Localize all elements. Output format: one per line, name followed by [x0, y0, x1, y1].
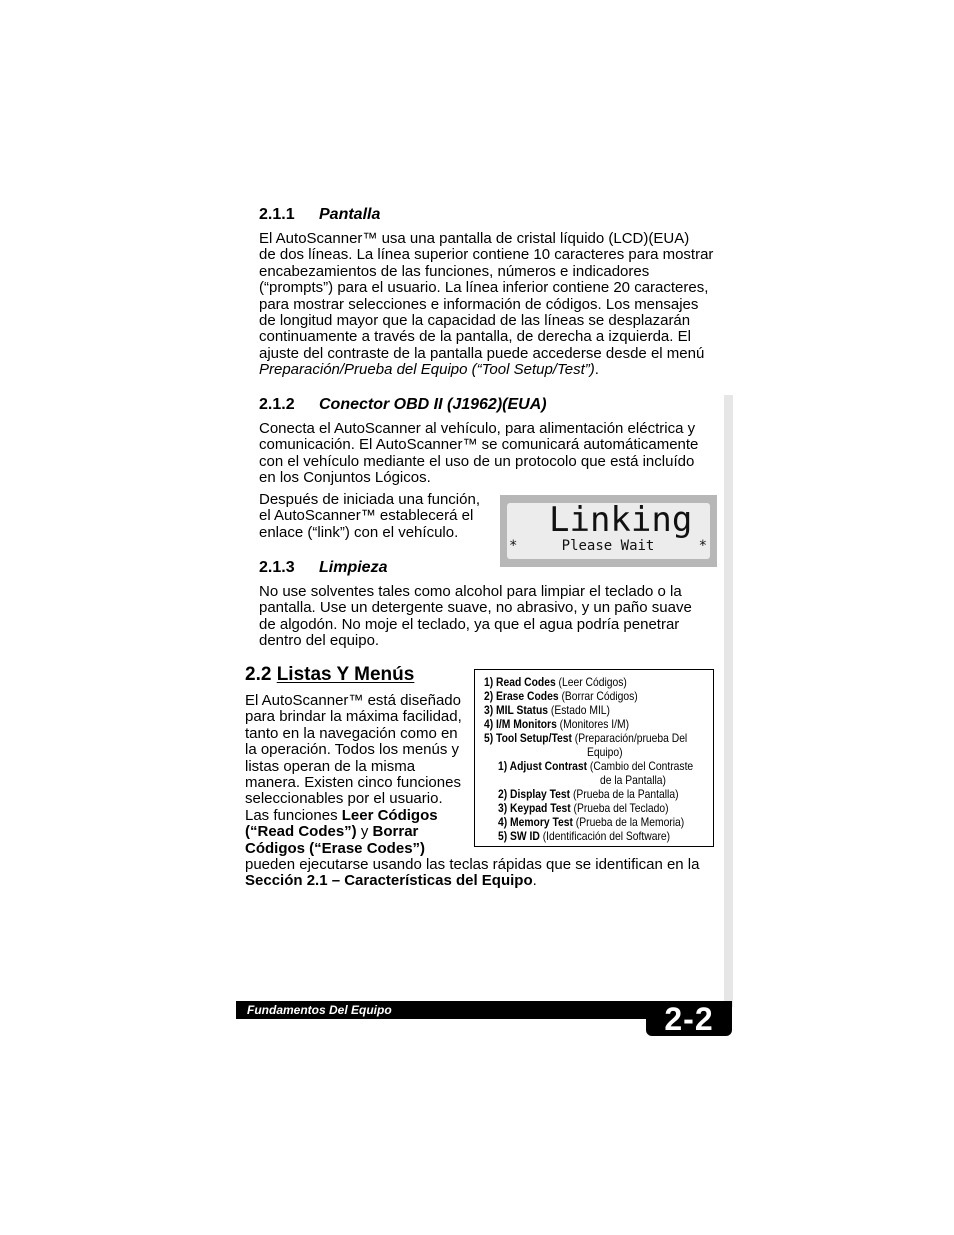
menu-desc: (Prueba del Teclado) — [570, 801, 669, 815]
menu-item-im-monitors — [484, 717, 629, 731]
text-line — [259, 362, 729, 378]
bold-text: (“Read Codes”) — [245, 823, 357, 841]
submenu-item-memory-test — [498, 815, 684, 829]
menu-label: 2) Display Test — [498, 787, 571, 801]
text-line: el AutoScanner™ establecerá el — [259, 507, 474, 525]
bold-text: Leer Códigos — [341, 806, 438, 824]
text-line: Después de iniciada una función, — [259, 491, 480, 508]
text-line: listas operan de la misma — [245, 757, 416, 775]
heading-number: 2.1.2 — [259, 396, 295, 413]
menu-item-tool-setup — [484, 731, 687, 745]
text-line: manera. Existen cinco funciones — [245, 774, 461, 792]
bold-text: Códigos (“Erase Codes”) — [245, 839, 426, 857]
text-line: tanto en la navegación como en — [245, 724, 458, 742]
text-line — [245, 873, 725, 889]
text-line: El AutoScanner™ está diseñado — [245, 692, 461, 709]
text-line: (“prompts”) para el usuario. La línea inferior contiene 20 caracteres, — [259, 279, 709, 297]
menu-desc: (Prueba de la Memoria) — [572, 815, 685, 829]
submenu-item-keypad-test — [498, 801, 669, 815]
lcd-star-icon: * — [509, 538, 518, 554]
lcd-star-icon: * — [698, 538, 707, 554]
text-line: seleccionables por el usuario. — [245, 790, 443, 808]
heading-number: 2.1.1 — [259, 206, 295, 223]
text-line: El AutoScanner™ usa una pantalla de cristal líquido (LCD)(EUA) — [259, 230, 690, 247]
submenu-item-adjust-contrast — [498, 759, 693, 773]
text-line — [245, 808, 473, 824]
menu-desc: (Estado MIL) — [548, 703, 610, 717]
text-line: la operación. Todos los menús y — [245, 741, 460, 759]
paragraph-conector — [259, 421, 729, 487]
heading-title: Listas Y Menús — [276, 664, 415, 685]
section-reference: Sección 2.1 – Características del Equipo — [245, 872, 533, 890]
text-line: comunicación. El AutoScanner™ se comunicará automáticamente — [259, 436, 699, 454]
paragraph-listas-tail — [245, 857, 725, 890]
menu-desc: (Identificación del Software) — [539, 829, 671, 843]
heading-title: Limpieza — [319, 559, 388, 576]
text-line: No use solventes tales como alcohol para limpiar el teclado o la — [259, 583, 682, 600]
menu-label: 1) Read Codes — [484, 675, 556, 689]
submenu-item-sw-id — [498, 829, 670, 843]
text-line: de algodón. No moje el teclado, ya que el agua podría penetrar — [259, 615, 680, 633]
paragraph-limpieza — [259, 584, 729, 650]
text-line: de longitud mayor que la capacidad de las líneas se desplazarán — [259, 312, 691, 330]
text-line: pueden ejecutarse usando las teclas rápidas que se identifican en la — [245, 856, 700, 873]
menu-item-tool-setup-cont: Equipo) — [587, 745, 623, 759]
menu-desc: (Leer Códigos) — [555, 675, 627, 689]
text-line: en los Conjuntos Lógicos. — [259, 469, 431, 487]
heading-title: Conector OBD II (J1962)(EUA) — [319, 396, 547, 413]
heading-number: 2.2 — [245, 664, 272, 685]
heading-2-1-3 — [259, 558, 387, 578]
text-span: y — [356, 823, 373, 841]
menu-label: 3) MIL Status — [484, 703, 549, 717]
menu-label: 4) I/M Monitors — [484, 717, 557, 731]
lcd-line-2-text: Please Wait — [561, 538, 655, 554]
heading-2-2 — [245, 663, 414, 687]
text-line: encabezamientos de las funciones, números e indicadores — [259, 262, 650, 280]
text-line: de dos líneas. La línea superior contiene 10 caracteres para mostrar — [259, 246, 714, 264]
paragraph-listas — [245, 693, 473, 857]
submenu-item-adjust-contrast-cont: de la Pantalla) — [600, 773, 666, 787]
bold-text: Borrar — [372, 823, 419, 841]
text-line: Conecta el AutoScanner al vehículo, para alimentación eléctrica y — [259, 420, 696, 437]
punctuation: . — [532, 872, 537, 890]
text-line: enlace (“link”) con el vehículo. — [259, 523, 459, 541]
menu-label: 5) SW ID — [498, 829, 540, 843]
menu-item-erase-codes — [484, 689, 638, 703]
text-line — [245, 841, 473, 857]
menu-item-mil-status — [484, 703, 610, 717]
submenu-item-display-test — [498, 787, 679, 801]
menu-item-read-codes — [484, 675, 627, 689]
heading-number: 2.1.3 — [259, 559, 295, 576]
punctuation: . — [594, 361, 599, 379]
menu-label: 2) Erase Codes — [484, 689, 559, 703]
menu-desc: (Cambio del Contraste — [587, 759, 694, 773]
text-line: dentro del equipo. — [259, 632, 380, 650]
paragraph-pantalla — [259, 231, 729, 379]
page-number: 2-2 — [664, 1001, 714, 1037]
text-line: para brindar la máxima facilidad, — [245, 708, 462, 726]
text-line: para mostrar selecciones e información de códigos. Los mensajes — [259, 295, 699, 313]
menu-label: 5) Tool Setup/Test — [484, 731, 572, 745]
heading-2-1-1 — [259, 205, 380, 225]
text-line: continuamente a través de la pantalla, de derecha a izquierda. El — [259, 328, 691, 346]
menu-desc: (Borrar Códigos) — [558, 689, 638, 703]
menu-desc: (Prueba de la Pantalla) — [570, 787, 679, 801]
paragraph-linking — [259, 492, 499, 541]
text-line: con el vehículo mediante el uso de un protocolo que está incluído — [259, 452, 695, 470]
menu-path-text: Preparación/Prueba del Equipo (“Tool Setup/Test”) — [259, 361, 595, 379]
lcd-line-2 — [509, 537, 707, 555]
heading-title: Pantalla — [319, 206, 381, 223]
menu-label: 1) Adjust Contrast — [498, 759, 588, 773]
margin-strip — [724, 395, 733, 1007]
menu-label: 4) Memory Test — [498, 815, 573, 829]
text-span: Las funciones — [245, 806, 342, 824]
menu-desc: (Monitores I/M) — [556, 717, 630, 731]
footer-section-name: Fundamentos Del Equipo — [247, 1003, 392, 1017]
text-line: ajuste del contraste de la pantalla puede accederse desde el menú — [259, 344, 705, 362]
text-line: pantalla. Use un detergente suave, no abrasivo, y un paño suave — [259, 599, 692, 617]
text-line — [245, 824, 473, 840]
heading-2-1-2 — [259, 395, 547, 415]
menu-label: 3) Keypad Test — [498, 801, 571, 815]
lcd-line-1: Linking — [549, 500, 693, 540]
menu-desc: (Preparación/prueba Del — [571, 731, 688, 745]
